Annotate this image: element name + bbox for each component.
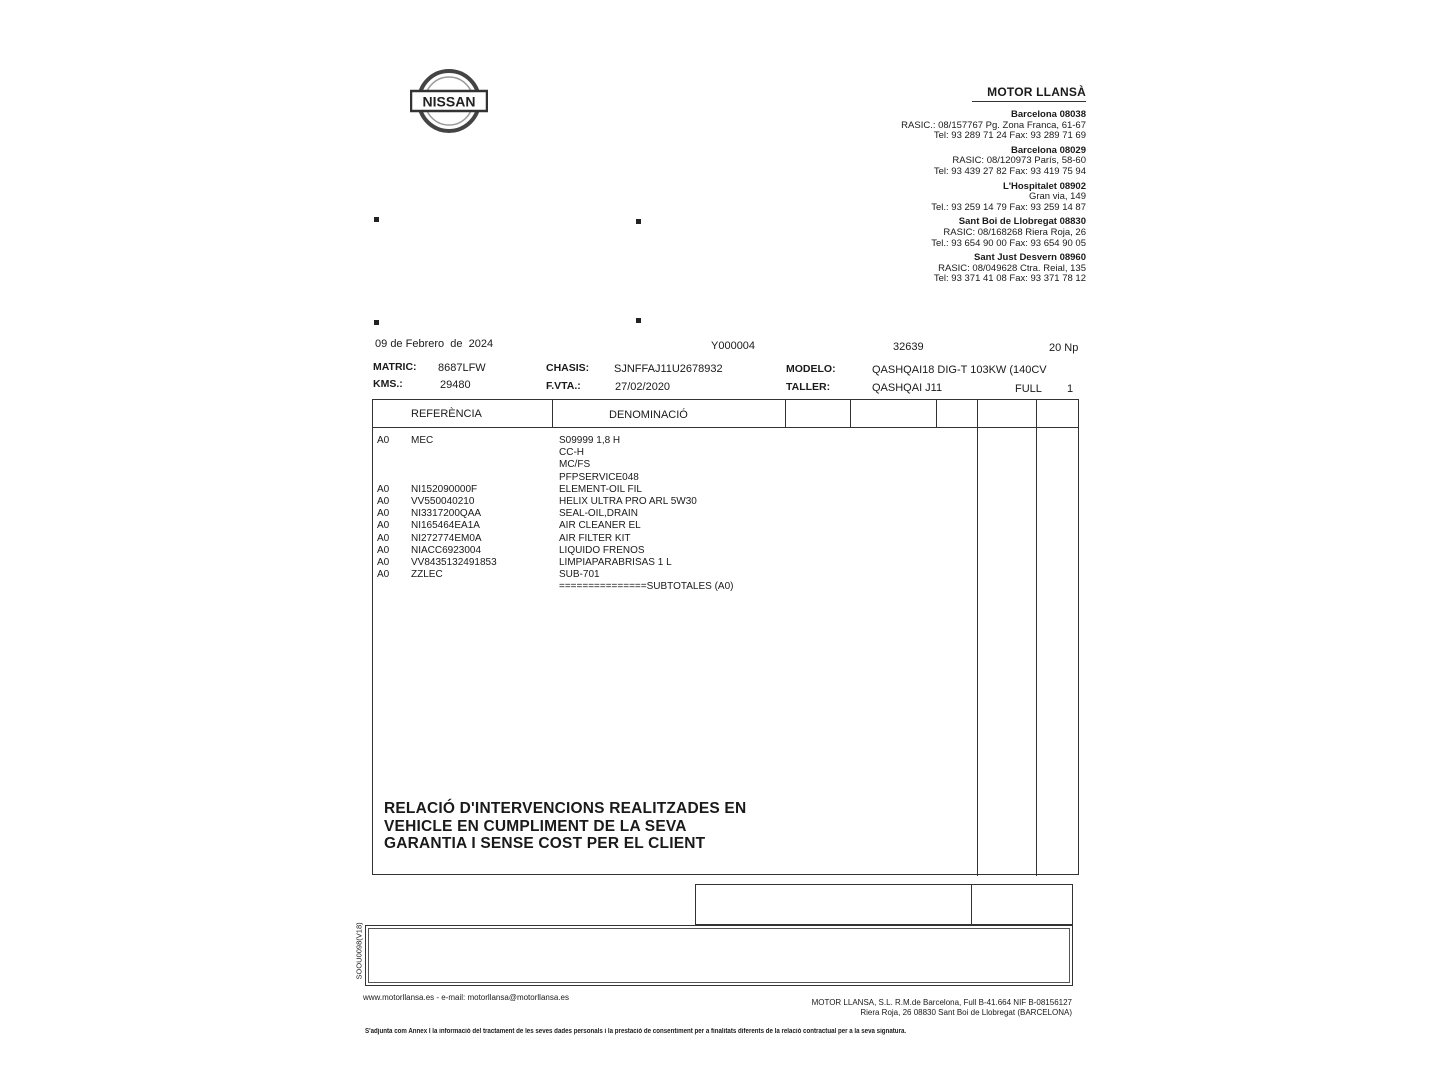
footer-legal-line: Riera Roja, 26 08830 Sant Boi de Llobregat (BARCELONA) bbox=[860, 1008, 1072, 1017]
address-window-mark bbox=[636, 219, 641, 224]
warranty-notice-line: GARANTIA I SENSE COST PER EL CLIENT bbox=[384, 835, 706, 852]
remarks-box-inner bbox=[368, 928, 1070, 983]
table-row: ===============SUBTOTALES (A0) bbox=[559, 581, 734, 593]
branch bbox=[820, 146, 1086, 178]
totals-box bbox=[695, 884, 1073, 925]
taller-full: FULL bbox=[1015, 383, 1042, 395]
footer-legal bbox=[740, 998, 1072, 1018]
branch-city: Barcelona 08038 bbox=[1011, 110, 1086, 120]
branch-phone: Tel: 93 439 27 82 Fax: 93 419 75 94 bbox=[933, 165, 1086, 177]
page-info: 20 Np bbox=[1049, 342, 1079, 354]
column-divider bbox=[977, 400, 978, 876]
table-row: MC/FS bbox=[559, 459, 591, 471]
branch-address: RASIC: 08/049628 Ctra. Reial, 135 bbox=[938, 262, 1086, 274]
logo-text: NISSAN bbox=[422, 93, 476, 110]
column-divider bbox=[850, 400, 851, 427]
matric-label: MATRIC: bbox=[373, 361, 417, 373]
order-number: 32639 bbox=[893, 341, 924, 353]
fvta-label: F.VTA.: bbox=[546, 380, 581, 392]
date-day: 09 bbox=[375, 338, 388, 350]
table-row: A0 NI3317200QAA SEAL-OIL,DRAIN bbox=[377, 508, 638, 520]
warranty-notice bbox=[384, 800, 746, 853]
privacy-disclaimer: S'adjunta com Annex I la informació del tractament de les seves dades personals i la prestació de consentiment per a finalitats diferents de la relació contractual per a la seva signatura. bbox=[365, 1028, 907, 1035]
branch-address: RASIC: 08/120973 París, 58-60 bbox=[952, 155, 1086, 167]
branch-list bbox=[820, 110, 1086, 289]
company-name: MOTOR LLANSÀ bbox=[987, 85, 1086, 99]
chasis-value: SJNFFAJ11U2678932 bbox=[614, 363, 723, 375]
footer-legal-line: MOTOR LLANSA, S.L. R.M.de Barcelona, Full B-41.664 NIF B-08156127 bbox=[811, 998, 1072, 1007]
warranty-notice-line: RELACIÓ D'INTERVENCIONS REALITZADES EN bbox=[384, 800, 747, 817]
branch bbox=[820, 182, 1086, 214]
branch-address: Gran via, 149 bbox=[1028, 191, 1086, 203]
taller-label: TALLER: bbox=[786, 381, 831, 393]
branch-city: L'Hospitalet 08902 bbox=[1002, 181, 1086, 192]
chasis-label: CHASIS: bbox=[546, 362, 590, 374]
column-header-referencia: REFERÈNCIA bbox=[411, 408, 482, 420]
table-row: A0 ZZLEC SUB-701 bbox=[377, 569, 600, 581]
kms-value: 29480 bbox=[440, 379, 471, 391]
branch-city: Barcelona 08029 bbox=[1011, 145, 1086, 156]
column-header-denominacio: DENOMINACIÓ bbox=[609, 409, 688, 421]
modelo-label: MODELO: bbox=[786, 363, 836, 375]
branch bbox=[820, 217, 1086, 249]
matric-value: 8687LFW bbox=[438, 362, 486, 374]
fvta-value: 27/02/2020 bbox=[615, 381, 671, 393]
taller-count: 1 bbox=[1067, 383, 1074, 395]
nissan-logo bbox=[410, 68, 488, 134]
warranty-notice-line: VEHICLE EN CUMPLIMENT DE LA SEVA bbox=[384, 817, 687, 835]
branch bbox=[820, 110, 1086, 142]
kms-label: KMS.: bbox=[373, 378, 403, 390]
branch-phone: Tel.: 93 259 14 79 Fax: 93 259 14 87 bbox=[931, 201, 1086, 213]
table-row: A0 VV8435132491853 LIMPIAPARABRISAS 1 L bbox=[377, 557, 672, 569]
table-row: CC-H bbox=[559, 447, 584, 459]
table-row: PFPSERVICE048 bbox=[559, 471, 639, 483]
date-year: 2024 bbox=[468, 338, 494, 350]
branch-phone: Tel: 93 371 41 08 Fax: 93 371 78 12 bbox=[933, 273, 1086, 285]
table-row: A0 NI165464EA1A AIR CLEANER EL bbox=[377, 520, 641, 532]
company-name-rule bbox=[972, 101, 1086, 102]
branch-city: Sant Boi de Llobregat 08830 bbox=[958, 217, 1086, 228]
column-divider bbox=[552, 400, 553, 427]
branch-phone: Tel.: 93 654 90 00 Fax: 93 654 90 05 bbox=[931, 237, 1086, 249]
remarks-box bbox=[365, 925, 1073, 986]
branch-phone: Tel: 93 289 71 24 Fax: 93 289 71 69 bbox=[933, 130, 1086, 142]
table-row: A0 NI152090000F ELEMENT-OIL FIL bbox=[377, 483, 642, 495]
column-divider bbox=[785, 400, 786, 427]
footer-contact: www.motorllansa.es - e-mail: motorllansa@motorllansa.es bbox=[363, 993, 569, 1002]
modelo-value: QASHQAI18 DIG-T 103KW (140CV bbox=[872, 364, 1047, 376]
column-divider bbox=[936, 400, 937, 427]
date-month: Febrero bbox=[405, 338, 445, 350]
branch-address: RASIC.: 08/157767 Pg. Zona Franca, 61-67 bbox=[901, 119, 1086, 131]
column-divider bbox=[971, 885, 972, 924]
column-divider bbox=[1036, 400, 1037, 876]
date-de: de bbox=[390, 338, 403, 350]
table-row: A0 VV550040210 HELIX ULTRA PRO ARL 5W30 bbox=[377, 496, 697, 508]
address-window-mark bbox=[374, 320, 379, 325]
table-row: A0 NI272774EM0A AIR FILTER KIT bbox=[377, 532, 631, 544]
taller-value: QASHQAI J11 bbox=[872, 382, 943, 394]
branch-address: RASIC: 08/168268 Riera Roja, 26 bbox=[943, 226, 1086, 238]
address-window-mark bbox=[374, 217, 379, 222]
document-number: Y000004 bbox=[711, 340, 756, 352]
table-row: A0 NIACC6923004 LIQUIDO FRENOS bbox=[377, 544, 645, 556]
branch-city: Sant Just Desvern 08960 bbox=[974, 253, 1086, 264]
document-date bbox=[375, 338, 493, 350]
form-code: SOOU0098(V18) bbox=[354, 922, 364, 980]
table-header-divider bbox=[373, 427, 1078, 428]
branch bbox=[820, 253, 1086, 285]
date-de: de bbox=[450, 338, 463, 350]
address-window-mark bbox=[636, 318, 641, 323]
table-body bbox=[377, 432, 733, 594]
table-row: A0 MEC S09999 1,8 H bbox=[377, 435, 621, 446]
